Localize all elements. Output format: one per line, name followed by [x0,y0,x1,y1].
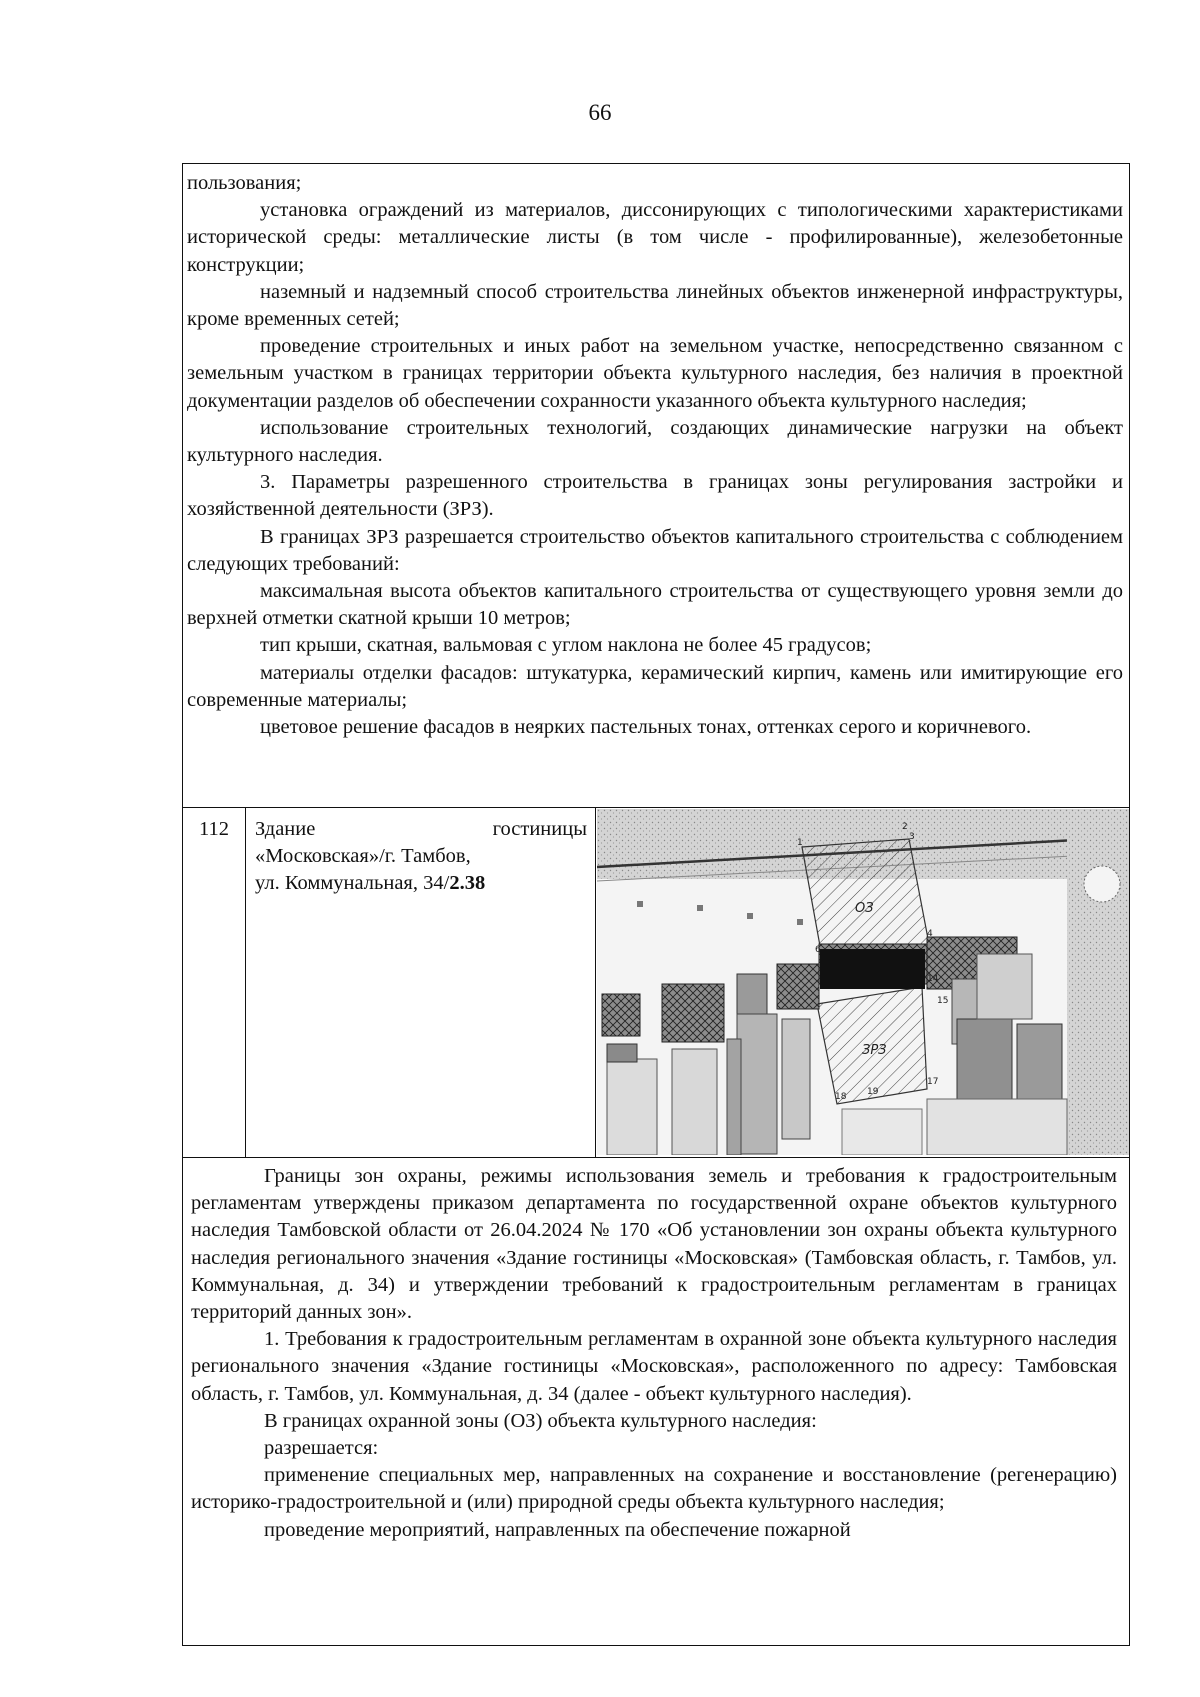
object-name-word-1: Здание [255,818,316,840]
point-1: 1 [797,838,803,848]
point-3: 3 [909,832,915,842]
object-address: ул. Коммунальная, 34/ [255,872,450,894]
top-section-paragraph: проведение строительных и иных работ на земельном участке, непосредственно связанном с земельным участком в границах территории объекта культурного наследия, без наличия в проектной документации разделов об обеспечении сохранности указанного объекта культурного наследия; [187,335,1123,412]
point-6: 6 [815,945,821,955]
zone-map [597,809,1129,1155]
top-section-paragraph: цветовое решение фасадов в неярких пастельных тонах, оттенках серого и коричневого. [260,716,1032,739]
point-4: 4 [927,929,933,939]
bottom-section-paragraph: В границах охранной зоны (ОЗ) объекта культурного наследия: [264,1409,817,1432]
bottom-section-paragraph: разрешается: [264,1437,379,1460]
zrz-label: ЗРЗ [862,1043,887,1058]
top-section-paragraph: пользования; [187,172,302,194]
point-14: 14 [927,974,939,984]
bottom-section-paragraph: 1. Требования к градостроительным регламентам в охранной зоне объекта культурного наследия регионального значения «Здание гостиницы «Московская», расположенного по адресу: Тамбовская область, г. Тамбов, ул. Коммунальная, д. 34 (далее - объект культурного наследия). [191,1328,1117,1405]
top-section-paragraph: использование строительных технологий, создающих динамические нагрузки на объект культурного наследия. [187,416,1123,467]
top-section-paragraph: максимальная высота объектов капитального строительства от существующего уровня земли до верхней отметки скатной крыши 10 метров; [187,580,1123,630]
object-name-line-2: «Московская»/г. Тамбов, [255,845,471,867]
row-number: 112 [199,818,229,840]
row-divider-top [183,807,1129,808]
bottom-section-paragraph: проведение мероприятий, направленных па обеспечение пожарной [264,1518,851,1541]
object-name [255,816,587,897]
object-code: 2.38 [449,872,486,894]
bottom-section-paragraph: Границы зон охраны, режимы использования земель и требования к градостроительным регламентам утверждены приказом департамента по государственной охране объектов культурного наследия Тамбовской области от 26.04.2024 № 170 «Об установлении зон охраны объекта культурного наследия регионального значения «Здание гостиницы «Московская» (Тамбовская область, г. Тамбов, ул. Коммунальная, д. 34) и утверждении требований к градостроительным регламентам в границах территорий данных зон». [191,1165,1117,1324]
column-divider-2 [595,807,596,1157]
oz-zone [802,839,929,957]
point-18: 18 [835,1092,847,1102]
top-section-paragraph: материалы отделки фасадов: штукатурка, керамический кирпич, камень или имитирующие его современные материалы; [187,661,1123,711]
top-section-paragraph: В границах ЗРЗ разрешается строительство объектов капитального строительства с соблюдением следующих требований: [187,525,1123,575]
point-19: 19 [867,1087,879,1097]
bottom-text-section [191,1163,1117,1544]
page-number: 66 [588,100,612,125]
heritage-object [820,949,925,989]
document-table [182,163,1130,1646]
top-section-paragraph: 3. Параметры разрешенного строительства в границах зоны регулирования застройки и хозяйственной деятельности (ЗРЗ). [187,471,1123,521]
top-section-paragraph: установка ограждений из материалов, диссонирующих с типологическими характеристиками исторической среды: металлические листы (в том числе - профилированные), железобетонные конструкции; [187,199,1123,276]
point-17: 17 [927,1077,939,1087]
column-divider-1 [245,807,246,1157]
row-divider-bottom [183,1157,1129,1158]
point-15: 15 [937,996,949,1006]
point-2: 2 [902,822,908,832]
bottom-section-paragraph: применение специальных мер, направленных на сохранение и восстановление (регенерацию) историко-градостроительной и (или) природной среды объекта культурного наследия; [191,1464,1117,1514]
object-name-word-2: гостиницы [492,818,587,840]
top-section-paragraph: наземный и надземный способ строительства линейных объектов инженерной инфраструктуры, кроме временных сетей; [187,280,1123,331]
top-text-section [187,170,1123,741]
oz-label: ОЗ [855,901,874,916]
top-section-paragraph: тип крыши, скатная, вальмовая с углом наклона не более 45 градусов; [260,634,872,657]
